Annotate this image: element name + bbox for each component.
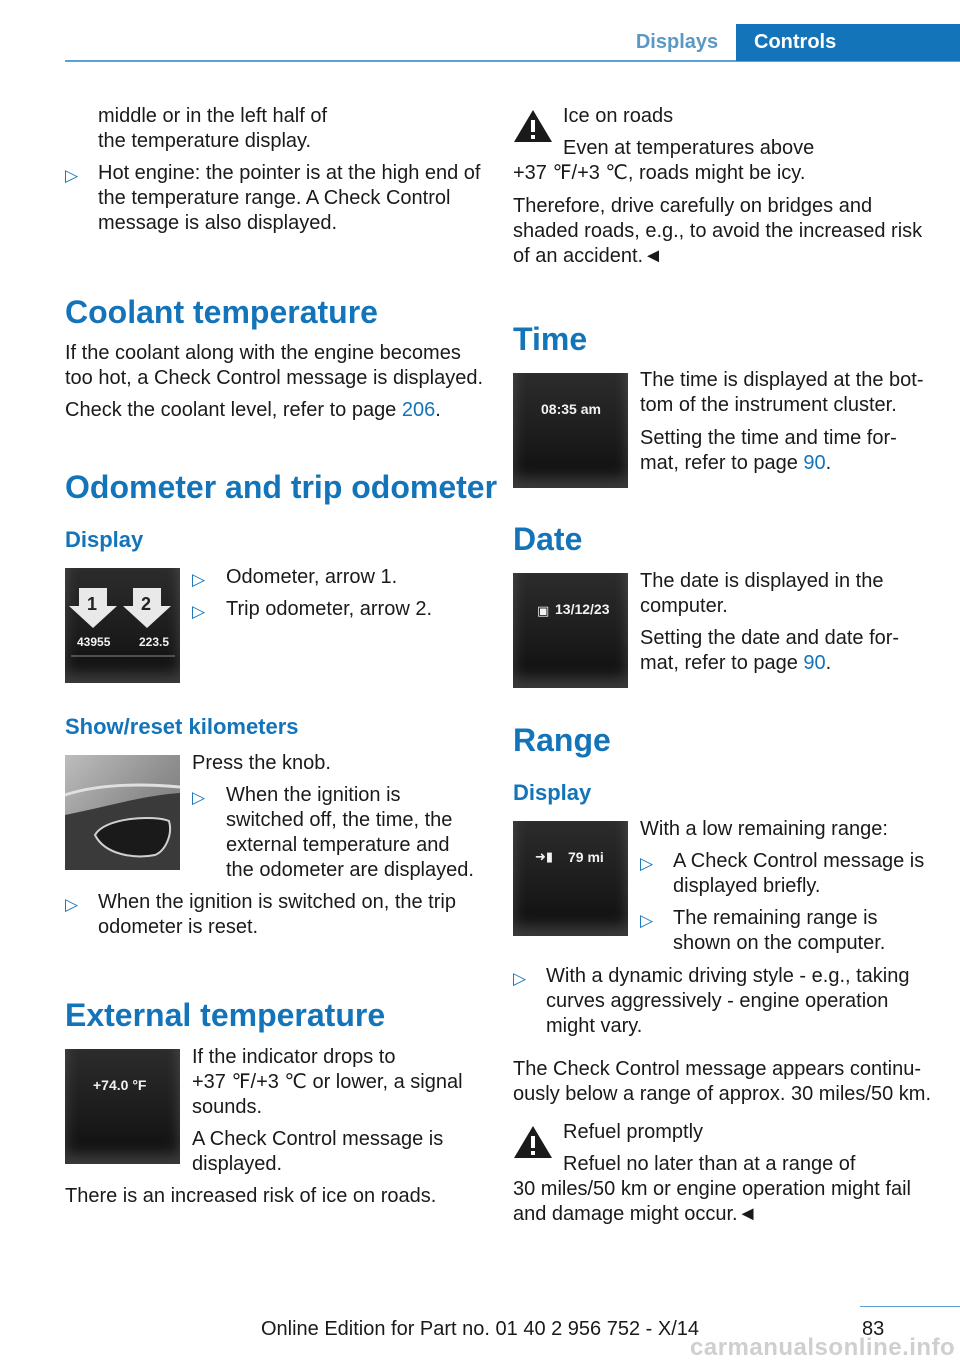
time-paragraph-1 — [640, 368, 923, 418]
text-line: The remaining range is — [673, 907, 878, 929]
text-line — [640, 451, 897, 476]
calendar-icon: ▣ — [537, 603, 550, 618]
page-link-206[interactable]: 206 — [401, 399, 436, 421]
text-line: the odometer are displayed. — [226, 859, 474, 881]
text-line: displayed briefly. — [673, 875, 821, 897]
range-paragraph — [513, 1057, 931, 1107]
odometer-image — [65, 568, 180, 683]
range-value: 79 mi — [568, 849, 604, 865]
date-paragraph-2 — [640, 626, 899, 676]
intro-line: the temperature display. — [98, 130, 312, 152]
warning-triangle-icon — [513, 1124, 553, 1160]
bullet-icon: ▷ — [192, 788, 206, 807]
range-bullet-2 — [673, 906, 885, 956]
text-line — [640, 651, 899, 676]
range-intro: With a low remaining range: — [640, 818, 888, 840]
external-temp-paragraph-2 — [192, 1127, 443, 1177]
coolant-paragraph — [65, 341, 483, 391]
heading-coolant-temperature: Coolant temperature — [65, 294, 378, 330]
reset-bullet-1 — [226, 783, 474, 883]
text-line: displayed. — [192, 1153, 283, 1175]
bullet-icon: ▷ — [513, 969, 527, 988]
page-link-90[interactable]: 90 — [803, 452, 826, 474]
external-temp-paragraph-1 — [192, 1045, 463, 1120]
text-line: With a dynamic driving style - e.g., taking — [546, 965, 910, 987]
text-line: When the ignition is switched on, the trip — [98, 891, 456, 913]
arrow-down-icon — [65, 568, 180, 683]
text-line: message is also displayed. — [98, 212, 338, 234]
odometer-value: 43955 — [77, 635, 111, 649]
external-temperature-image — [65, 1049, 180, 1164]
press-knob-text: Press the knob. — [192, 752, 331, 774]
bullet-icon: ▷ — [65, 166, 79, 185]
text-line: computer. — [640, 595, 728, 617]
heading-time: Time — [513, 321, 588, 357]
text-fragment: mat, refer to page — [640, 452, 804, 474]
bullet-icon: ▷ — [192, 570, 206, 589]
bullet-icon: ▷ — [65, 895, 79, 914]
text-line: A Check Control message is — [192, 1128, 444, 1150]
date-paragraph-1 — [640, 569, 884, 619]
text-line: odometer is reset. — [98, 916, 259, 938]
refuel-line-1: Refuel no later than at a range of — [563, 1153, 856, 1175]
text-line: and damage might occur.◄ — [513, 1203, 758, 1225]
text-line: If the indicator drops to — [192, 1046, 396, 1068]
subheading-show-reset: Show/reset kilometers — [65, 714, 299, 739]
text-line: might vary. — [546, 1015, 643, 1037]
text-line: Hot engine: the pointer is at the high end of — [98, 162, 481, 184]
ice-risk-text: There is an increased risk of ice on roads. — [65, 1185, 437, 1207]
arrow-label-1: 1 — [87, 594, 98, 614]
coolant-level-paragraph — [65, 398, 441, 423]
bullet-icon: ▷ — [192, 602, 206, 621]
heading-date: Date — [513, 521, 583, 557]
odometer-bullet-2: Trip odometer, arrow 2. — [226, 598, 433, 620]
text-line: ously below a range of approx. 30 miles/50 km. — [513, 1083, 931, 1105]
header-chapter-controls[interactable]: Controls — [736, 24, 960, 61]
range-image — [513, 821, 628, 936]
text-line: If the coolant along with the engine becomes — [65, 342, 461, 364]
knob-icon — [65, 755, 180, 870]
warning-triangle-icon — [513, 108, 553, 144]
odometer-bullet-1: Odometer, arrow 1. — [226, 566, 398, 588]
knob-image — [65, 755, 180, 870]
subheading-display: Display — [65, 527, 144, 552]
text-line: tom of the instrument cluster. — [640, 394, 897, 416]
ice-on-roads-title: Ice on roads — [563, 105, 674, 127]
bullet-icon: ▷ — [640, 911, 654, 930]
intro-line: middle or in the left half of — [98, 105, 328, 127]
refuel-paragraph — [513, 1177, 911, 1227]
text-line: 30 miles/50 km or engine operation might fail — [513, 1178, 911, 1200]
text-line: +37 ℉/+3 ℃ or lower, a signal — [192, 1071, 463, 1093]
text-line: the temperature range. A Check Control — [98, 187, 451, 209]
text-fragment: . — [825, 652, 832, 674]
text-line: A Check Control message is — [673, 850, 925, 872]
text-line: too hot, a Check Control message is displayed. — [65, 367, 483, 389]
footer-text: Online Edition for Part no. 01 40 2 956 752 - X/14 — [260, 1318, 700, 1340]
heading-odometer: Odometer and trip odometer — [65, 469, 498, 505]
arrow-label-2: 2 — [141, 594, 152, 614]
ice-line-1: Even at temperatures above — [563, 137, 815, 159]
page-link-90[interactable]: 90 — [803, 652, 826, 674]
text-fragment: Check the coolant level, refer to page — [65, 399, 402, 421]
text-fragment: . — [435, 399, 441, 421]
text-line: Setting the date and date for‐ — [640, 627, 900, 649]
text-line: shown on the computer. — [673, 932, 886, 954]
fuel-pump-icon: ➜▮ — [535, 849, 554, 864]
text-line: shaded roads, e.g., to avoid the increased risk — [513, 220, 923, 242]
range-bullet-3 — [546, 964, 909, 1039]
bullet-icon: ▷ — [640, 854, 654, 873]
text-line: external temperature and — [226, 834, 450, 856]
page-number: 83 — [862, 1318, 885, 1340]
hot-engine-text — [98, 161, 481, 236]
reset-bullet-2 — [98, 890, 456, 940]
date-value: 13/12/23 — [555, 601, 610, 617]
page-number-rule — [860, 1306, 960, 1307]
date-image — [513, 573, 628, 688]
time-value: 08:35 am — [541, 401, 601, 417]
text-line: Setting the time and time for‐ — [640, 427, 897, 449]
text-line: When the ignition is — [226, 784, 401, 806]
heading-range: Range — [513, 722, 611, 758]
trip-odometer-value: 223.5 — [139, 635, 170, 649]
text-line: curves aggressively - engine operation — [546, 990, 889, 1012]
header-section-displays[interactable]: Displays — [635, 31, 719, 53]
ice-line-2: +37 ℉/+3 ℃, roads might be icy. — [513, 162, 806, 184]
text-line: The Check Control message appears continu‐ — [513, 1058, 921, 1080]
text-line: sounds. — [192, 1096, 263, 1118]
text-fragment: mat, refer to page — [640, 652, 804, 674]
text-line: of an accident.◄ — [513, 245, 663, 267]
intro-text — [98, 104, 327, 154]
external-temp-value: +74.0 °F — [93, 1077, 147, 1093]
text-line: switched off, the time, the — [226, 809, 453, 831]
text-line: The date is displayed in the — [640, 570, 884, 592]
time-paragraph-2 — [640, 426, 897, 476]
subheading-display: Display — [513, 780, 592, 805]
heading-external-temperature: External temperature — [65, 997, 386, 1033]
text-line: Therefore, drive carefully on bridges and — [513, 195, 873, 217]
watermark: carmanualsonline.info — [690, 1334, 956, 1361]
range-bullet-1 — [673, 849, 924, 899]
time-image — [513, 373, 628, 488]
text-line: The time is displayed at the bot‐ — [640, 369, 924, 391]
ice-paragraph — [513, 194, 922, 269]
text-fragment: . — [825, 452, 832, 474]
refuel-title: Refuel promptly — [563, 1121, 704, 1143]
